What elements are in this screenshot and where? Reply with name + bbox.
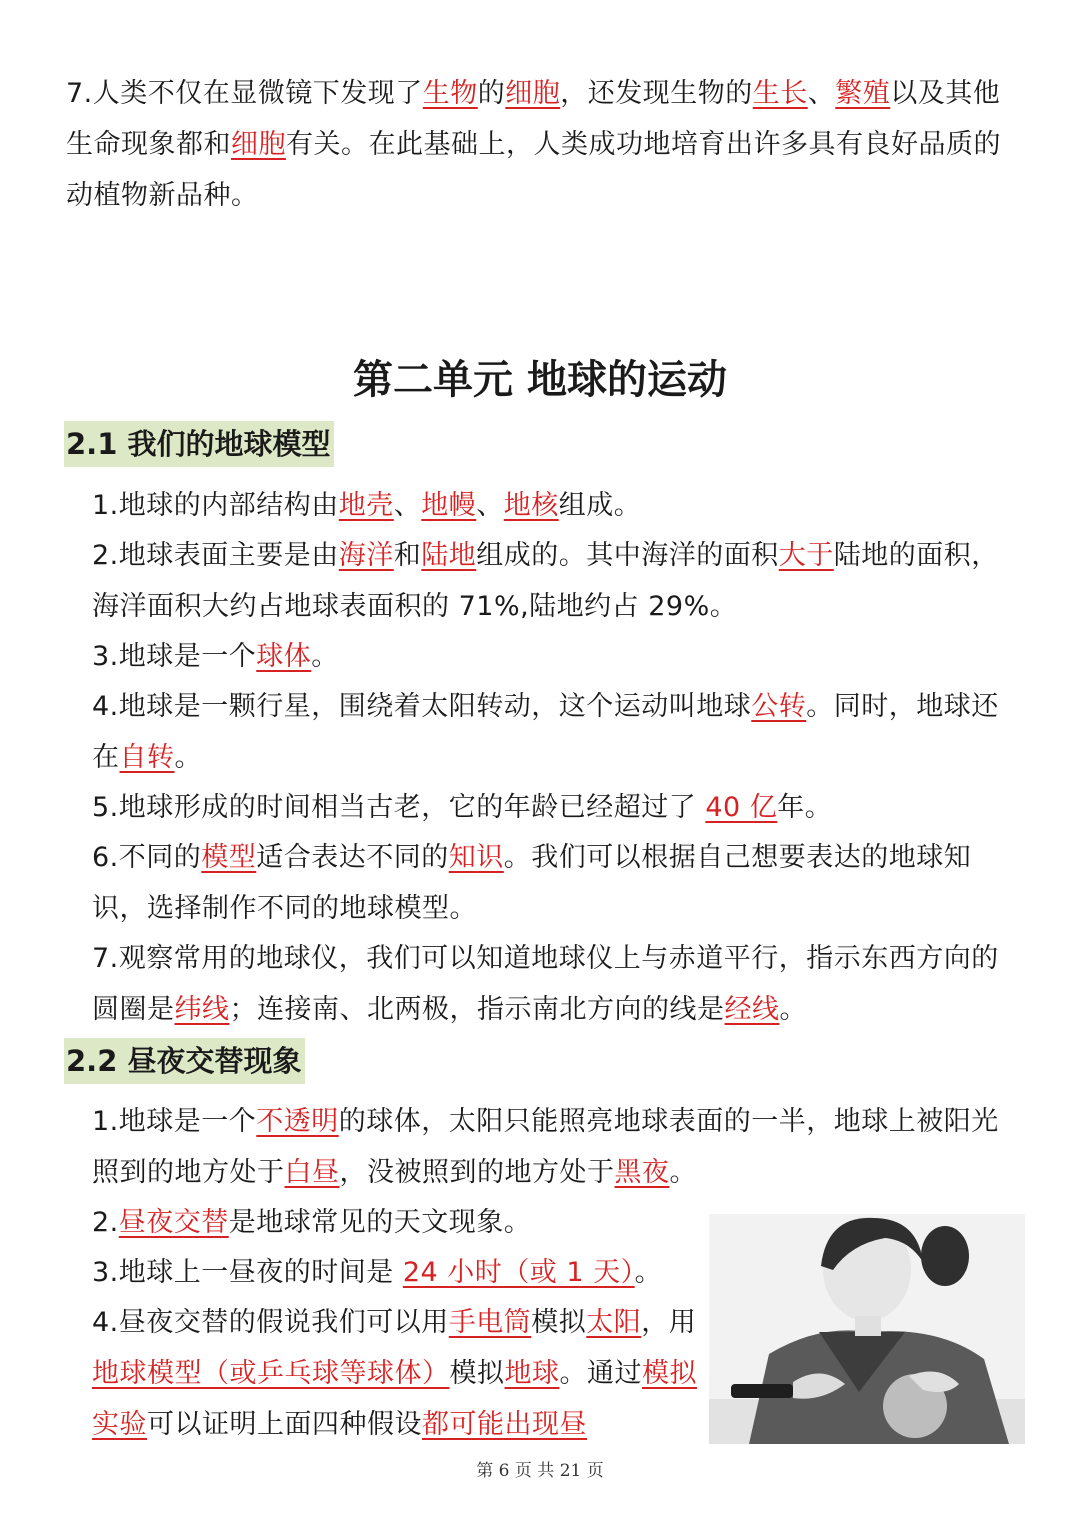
body-text: 。 bbox=[779, 994, 807, 1025]
body-text: 、 bbox=[807, 78, 836, 109]
answer-blank: 40 亿 bbox=[705, 792, 778, 823]
section-heading-2-1: 2.1 我们的地球模型 bbox=[64, 421, 334, 467]
answer-blank: 地核 bbox=[503, 490, 559, 521]
body-text: 和 bbox=[393, 540, 422, 571]
body-text: 。通过 bbox=[559, 1358, 642, 1389]
body-text: 以及其他生命现象都和 bbox=[66, 78, 1001, 160]
answer-blank: 地球模型（或乒乓球等球体） bbox=[92, 1358, 450, 1389]
page-number: 第 6 页 共 21 页 bbox=[476, 1461, 604, 1481]
body-text: 4.昼夜交替的假说我们可以用 bbox=[92, 1307, 449, 1338]
section-heading-2-2: 2.2 昼夜交替现象 bbox=[64, 1038, 305, 1084]
body-text: 7.人类不仅在显微镜下发现了 bbox=[66, 78, 423, 109]
answer-blank: 自转 bbox=[119, 742, 175, 773]
body-text: 。 bbox=[174, 742, 202, 773]
answer-blank: 太阳 bbox=[586, 1307, 642, 1338]
list-item bbox=[92, 933, 1017, 1035]
list-item bbox=[92, 1096, 1017, 1198]
body-text: ，还发现生物的 bbox=[560, 78, 753, 109]
answer-blank: 模拟实验 bbox=[92, 1358, 697, 1440]
answer-blank: 纬线 bbox=[174, 994, 230, 1025]
body-text: 7.观察常用的地球仪，我们可以知道地球仪上与赤道平行，指示东西方向的圆圈是 bbox=[92, 943, 999, 1025]
answer-blank: 经线 bbox=[724, 994, 780, 1025]
body-text: 的 bbox=[477, 78, 506, 109]
body-text: 模拟 bbox=[449, 1358, 505, 1389]
body-text: 模拟 bbox=[531, 1307, 587, 1338]
answer-blank: 生长 bbox=[752, 78, 808, 109]
answer-blank: 生物 bbox=[422, 78, 478, 109]
answer-blank: 模型 bbox=[201, 842, 257, 873]
body-text: 3.地球是一个 bbox=[92, 641, 257, 672]
answer-blank: 细胞 bbox=[505, 78, 561, 109]
body-text: 可以证明上面四种假设 bbox=[147, 1409, 422, 1440]
answer-blank: 海洋 bbox=[338, 540, 394, 571]
girl-flashlight-photo bbox=[709, 1214, 1025, 1444]
answer-blank: 繁殖 bbox=[835, 78, 891, 109]
answer-blank: 球体 bbox=[256, 641, 312, 672]
body-text: 、 bbox=[393, 490, 422, 521]
answer-blank: 昼夜交替 bbox=[118, 1207, 229, 1238]
body-text: 的球体，太阳只能照亮地球表面的一半，地球上被阳光照到的地方处于 bbox=[92, 1106, 999, 1188]
answer-blank: 黑夜 bbox=[614, 1157, 670, 1188]
list-item bbox=[92, 1197, 697, 1248]
answer-blank: 手电筒 bbox=[448, 1307, 532, 1338]
list-item bbox=[92, 1247, 697, 1298]
answer-blank: 陆地 bbox=[421, 540, 477, 571]
body-text: 陆地的面积，海洋面积大约占地球表面积的 71%,陆地约占 29%。 bbox=[92, 540, 999, 622]
answer-blank: 24 小时（或 1 天） bbox=[402, 1257, 635, 1288]
list-item bbox=[92, 782, 1017, 833]
body-text: 适合表达不同的 bbox=[256, 842, 449, 873]
answer-blank: 知识 bbox=[448, 842, 504, 873]
list-item bbox=[92, 832, 1017, 934]
answer-blank: 地壳 bbox=[338, 490, 394, 521]
answer-blank: 不透明 bbox=[256, 1106, 339, 1137]
list-item bbox=[92, 1297, 697, 1450]
body-text: 、 bbox=[476, 490, 504, 521]
list-item bbox=[92, 681, 1017, 783]
list-item bbox=[92, 631, 1017, 682]
body-text: 组成。 bbox=[558, 490, 642, 521]
answer-blank: 公转 bbox=[751, 691, 807, 722]
answer-blank: 都可能出现昼 bbox=[422, 1409, 587, 1440]
unit-title: 第二单元 地球的运动 bbox=[353, 357, 727, 403]
body-text: 2. bbox=[92, 1207, 119, 1238]
answer-blank: 地球 bbox=[504, 1358, 560, 1389]
body-text: ，没被照到的地方处于 bbox=[339, 1157, 615, 1188]
answer-blank: 细胞 bbox=[231, 129, 286, 160]
body-text: 。 bbox=[634, 1257, 663, 1288]
answer-blank: 地幔 bbox=[421, 490, 477, 521]
body-text: 有关。在此基础上，人类成功地培育出许多具有良好品质的动植物新品种。 bbox=[66, 129, 1001, 211]
body-text: ，用 bbox=[641, 1307, 697, 1338]
body-text: 3.地球上一昼夜的时间是 bbox=[92, 1257, 403, 1288]
body-text: 1.地球的内部结构由 bbox=[92, 490, 339, 521]
body-text: 组成的。其中海洋的面积 bbox=[476, 540, 779, 571]
body-text: 4.地球是一颗行星，围绕着太阳转动，这个运动叫地球 bbox=[92, 691, 752, 722]
body-text: 1.地球是一个 bbox=[92, 1106, 257, 1137]
body-text: 。 bbox=[669, 1157, 697, 1188]
body-text: 是地球常见的天文现象。 bbox=[228, 1207, 532, 1238]
body-text: 2.地球表面主要是由 bbox=[92, 540, 339, 571]
body-text: 5.地球形成的时间相当古老，它的年龄已经超过了 bbox=[92, 792, 706, 823]
answer-blank: 白昼 bbox=[284, 1157, 340, 1188]
list-item bbox=[92, 530, 1017, 632]
answer-blank: 大于 bbox=[778, 540, 834, 571]
list-item bbox=[92, 480, 1017, 531]
body-text: 。 bbox=[311, 641, 339, 672]
body-text: ；连接南、北两极，指示南北方向的线是 bbox=[229, 994, 725, 1025]
body-text: 年。 bbox=[777, 792, 833, 823]
girl-flashlight-illustration bbox=[709, 1214, 1025, 1444]
body-text: 6.不同的 bbox=[92, 842, 202, 873]
intro-paragraph bbox=[66, 68, 1016, 221]
body-text: 。我们可以根据自己想要表达的地球知识，选择制作不同的地球模型。 bbox=[92, 842, 972, 924]
body-text: 。同时，地球还在 bbox=[92, 691, 999, 773]
